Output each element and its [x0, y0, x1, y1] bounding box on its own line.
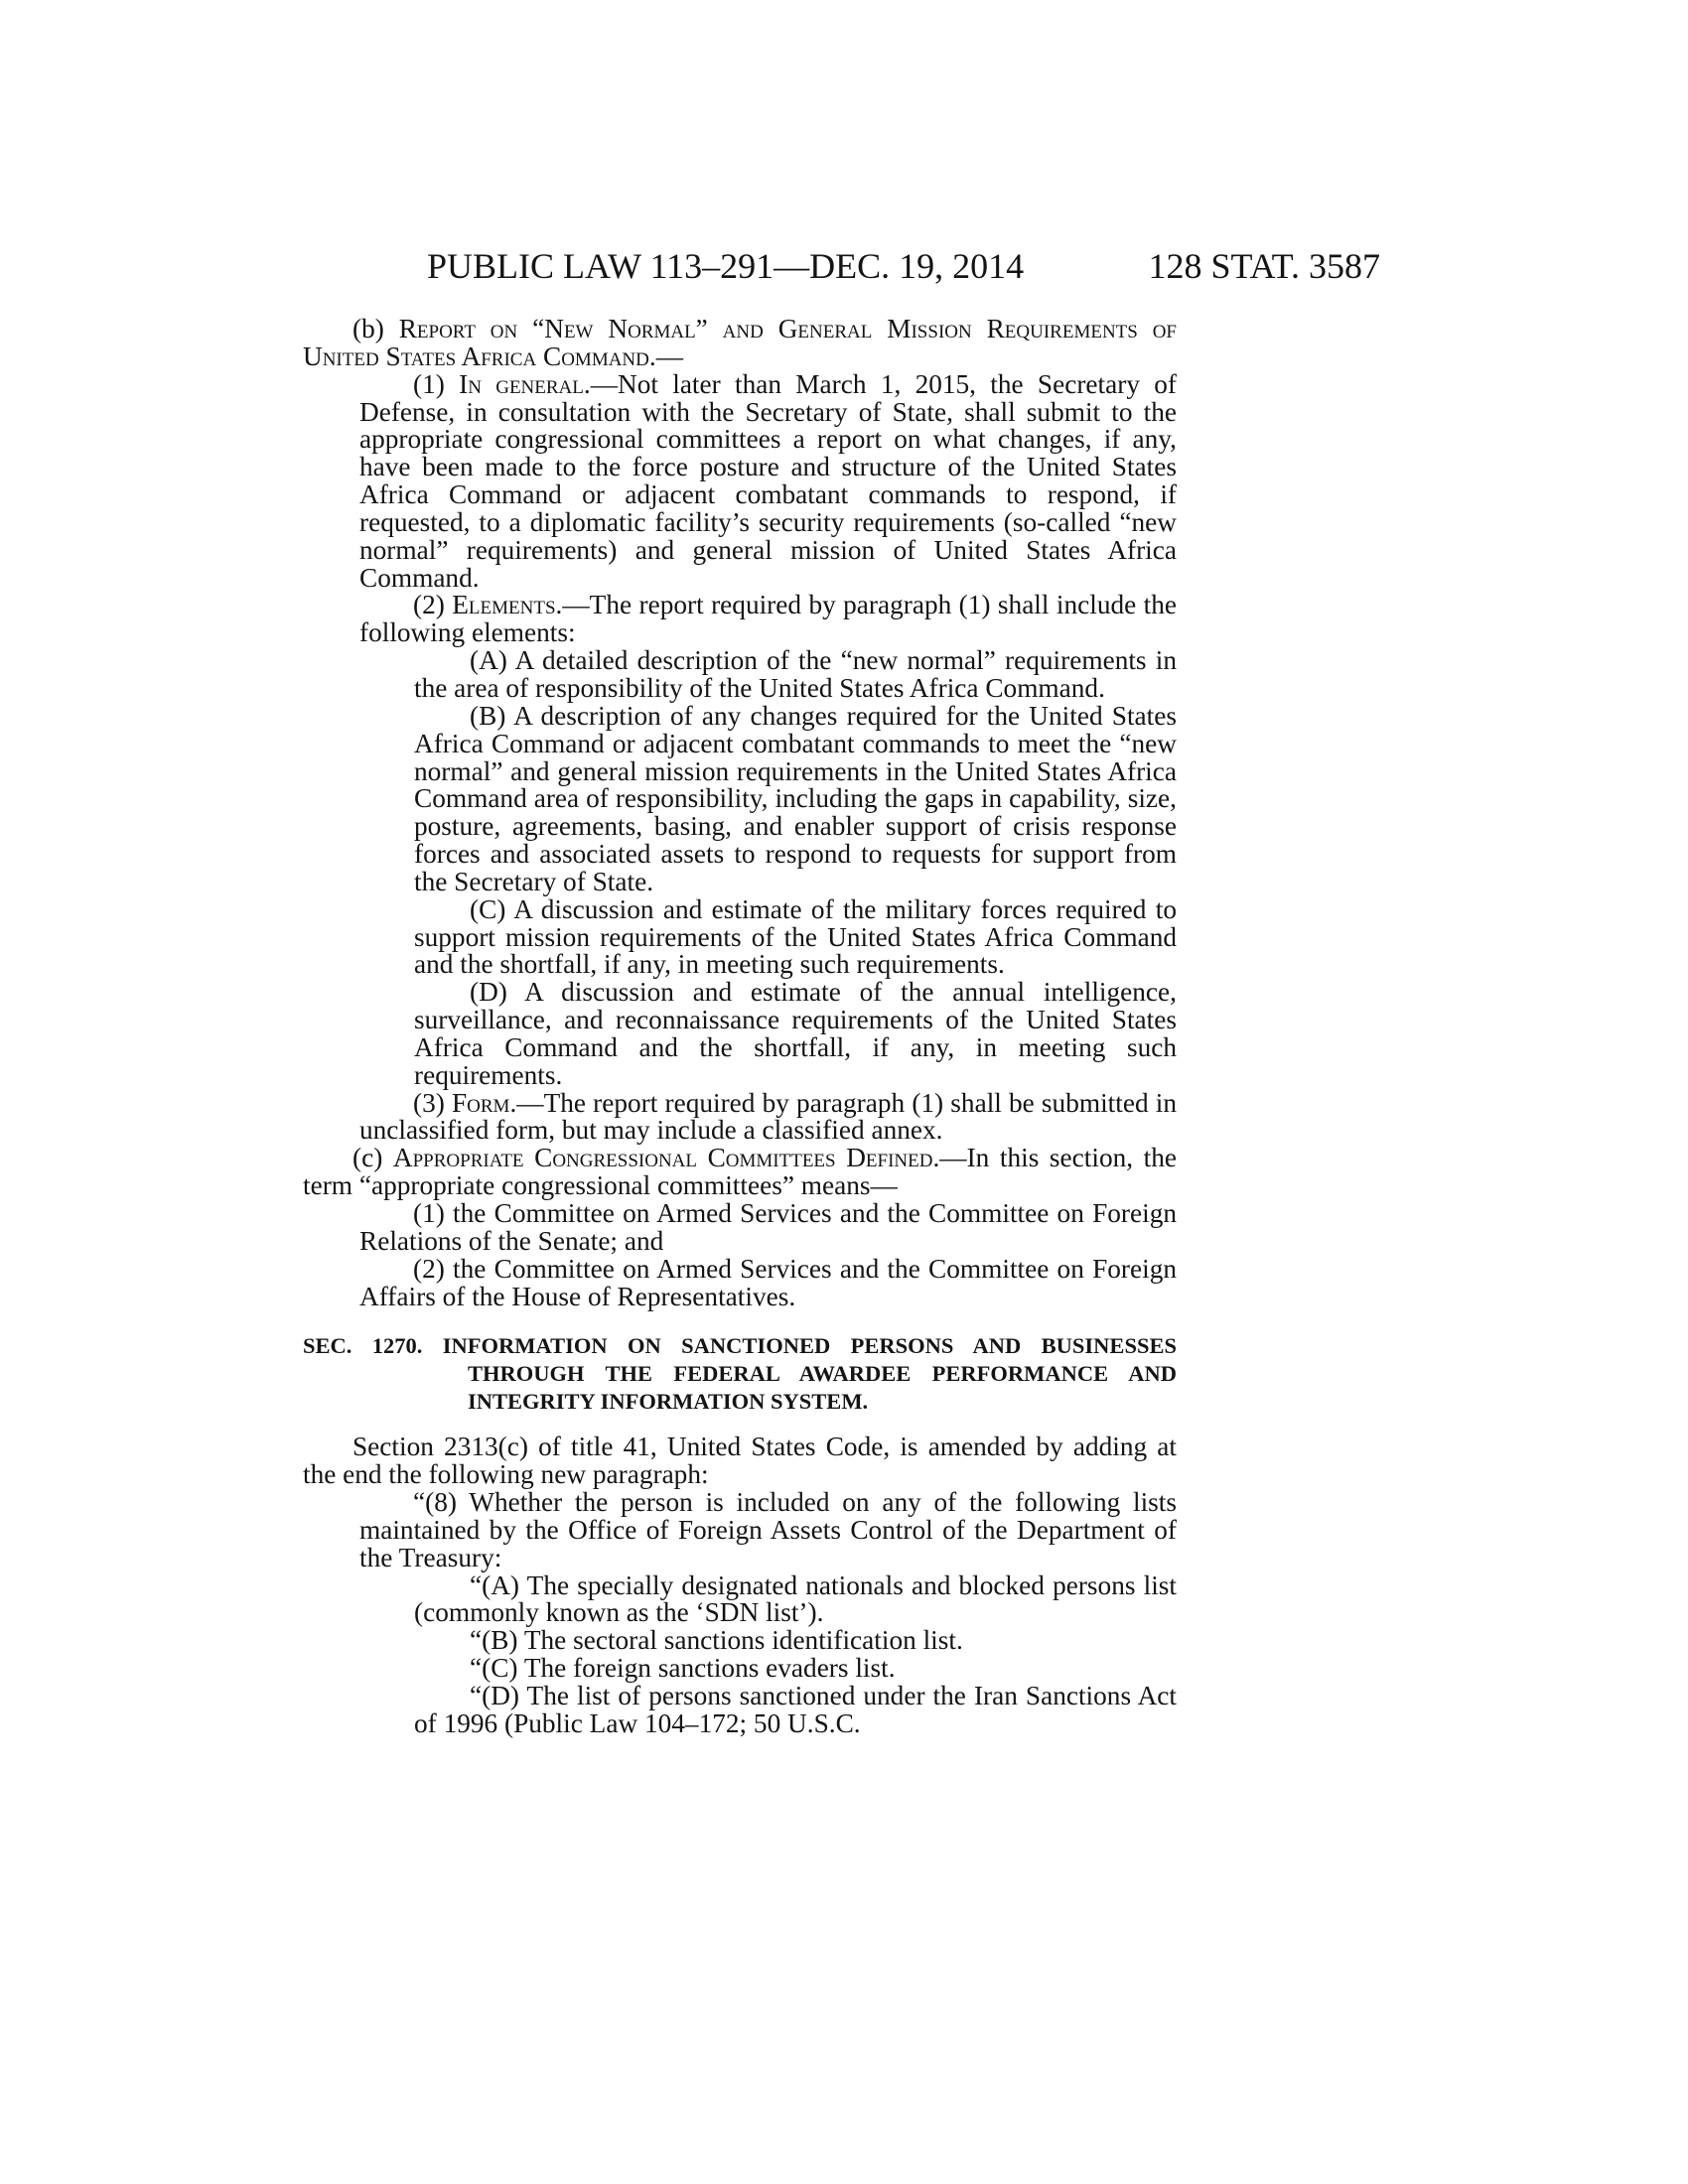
statute-page-number: 128 STAT. 3587 — [1148, 246, 1380, 286]
paragraph-c2: (2) the Committee on Armed Services and the Committee on Foreign Affairs of the House of Representatives. — [359, 1253, 1177, 1311]
clause-8-c: “(C) The foreign sanctions evaders list. — [470, 1653, 896, 1684]
section-1270-text: Section 2313(c) of title 41, United States Code, is amended by adding at the end the following new paragraph: — [303, 1432, 1177, 1490]
subsection-c: (c) Appropriate Congressional Committees Defined.—In this section, the term “appropriate congressional committees” means— — [303, 1143, 1177, 1201]
paragraph-8: “(8) Whether the person is included on any of the following lists maintained by the Office of Foreign Assets Control of the Department of the Treasury: — [359, 1487, 1177, 1572]
paragraph-heading: In general. — [459, 368, 591, 399]
paragraph-b1: (1) In general.—Not later than March 1, 2015, the Secretary of Defense, in consultation with the Secretary of State, shall submit to the appropriate congressional committees a report on what changes, if any, have been made to the force posture and structure of the United States Africa Command or adjacent combatant commands to respond, if requested, to a diplomatic facility’s security requirements (so-called “new normal” requirements) and general mission of United States Africa Command. — [359, 368, 1177, 593]
clause-b2-d: (D) A discussion and estimate of the annual intelligence, surveillance, and reconnaissance requirements of the United States Africa Command and the shortfall, if any, in meeting such requirements. — [414, 977, 1177, 1090]
section-1270-heading: SEC. 1270. INFORMATION ON SANCTIONED PERSONS AND BUSINESSES THROUGH THE FEDERAL AWARDEE PERFORMANCE AND INTEGRITY INFORMATION SYSTEM. — [303, 1333, 1177, 1415]
document-body — [303, 316, 1177, 1738]
clause-8-b: “(B) The sectoral sanctions identification list. — [470, 1625, 963, 1656]
clause-8-d: “(D) The list of persons sanctioned under the Iran Sanctions Act of 1996 (Public Law 104–172; 50 U.S.C. — [414, 1680, 1177, 1738]
subsection-b-heading: (b) Report on “New Normal” and General Mission Requirements of United States Africa Command.— — [303, 314, 1177, 371]
clause-b2-c: (C) A discussion and estimate of the military forces required to support mission requirements of the United States Africa Command and the shortfall, if any, in meeting such requirements. — [414, 893, 1177, 980]
clause-b2-b: (B) A description of any changes required for the United States Africa Command or adjacent combatant commands to meet the “new normal” and general mission requirements in the United States Africa Command area of responsibility, including the gaps in capability, size, posture, agreements, basing, and enabler support of crisis response forces and associated assets to respond to requests for support from the Secretary of State. — [414, 700, 1177, 896]
subsection-heading-text: Appropriate Congressional Committees Defined. — [392, 1143, 940, 1173]
paragraph-heading: Form. — [451, 1087, 517, 1118]
subsection-heading-text: Report on “New Normal” and General Mission Requirements of United States Africa Command. — [303, 314, 1177, 371]
paragraph-b2: (2) Elements.—The report required by paragraph (1) shall include the following elements: — [359, 590, 1177, 648]
paragraph-c1: (1) the Committee on Armed Services and the Committee on Foreign Relations of the Senate; and — [359, 1198, 1177, 1256]
law-citation: PUBLIC LAW 113–291—DEC. 19, 2014 — [427, 246, 1025, 286]
clause-b2-a: (A) A detailed description of the “new normal” requirements in the area of responsibility of the United States Africa Command. — [414, 645, 1177, 703]
paragraph-b3: (3) Form.—The report required by paragraph (1) shall be submitted in unclassified form, but may include a classified annex. — [359, 1087, 1177, 1146]
running-header — [298, 238, 1380, 294]
paragraph-heading: Elements. — [452, 590, 563, 620]
clause-8-a: “(A) The specially designated nationals and blocked persons list (commonly known as the ‘SDN list’). — [414, 1570, 1177, 1628]
